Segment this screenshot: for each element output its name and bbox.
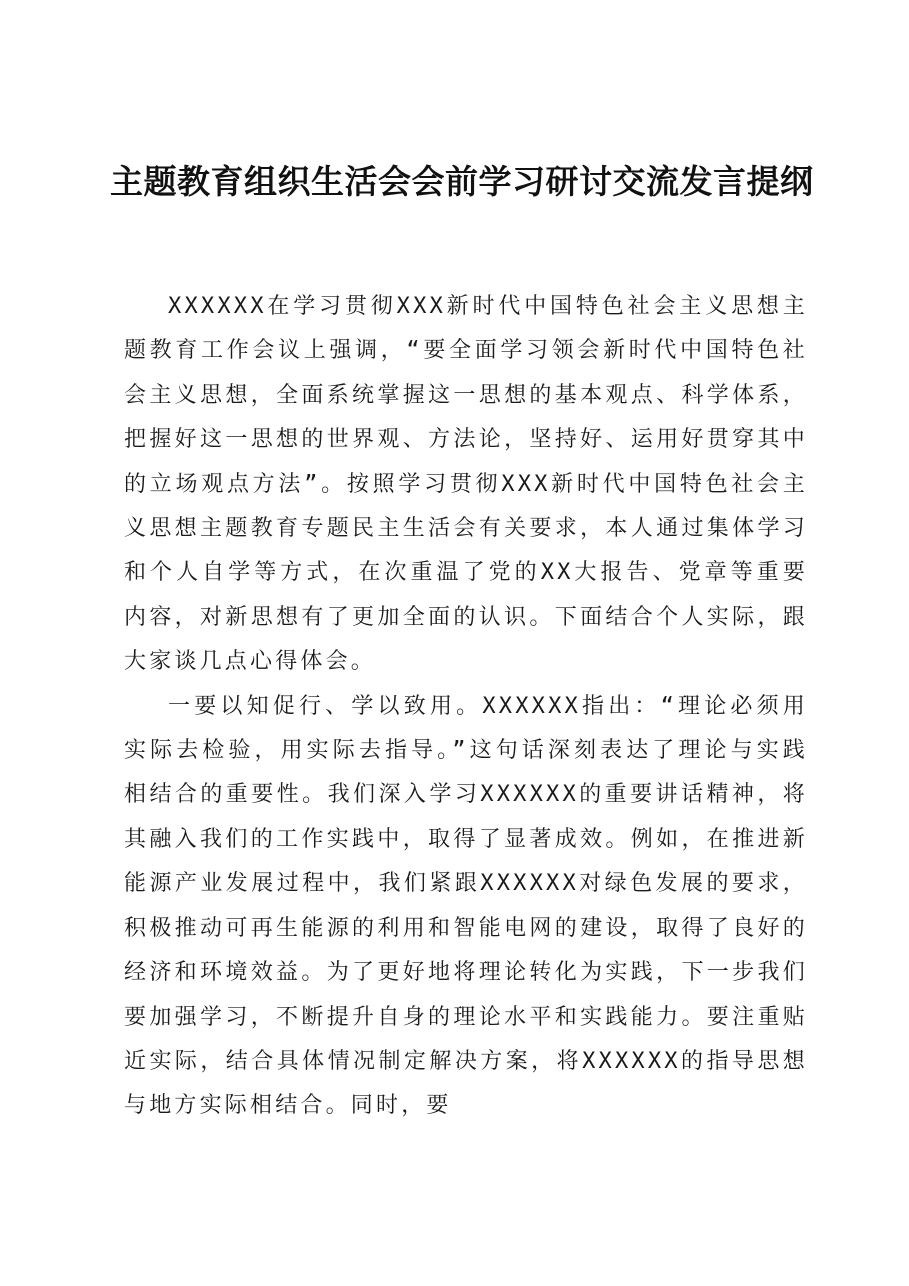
paragraph-point-one: 一要以知促行、学以致用。XXXXXX指出：“理论必须用实际去检验，用实际去指导。”这句话深刻表达了理论与实践相结合的重要性。我们深入学习XXXXXX的重要讲话精神，将其融入我们的工作实践中，取得了显著成效。例如，在推进新能源产业发展过程中，我们紧跟XXXXXX对绿色发展的要求，积极推动可再生能源的利用和智能电网的建设，取得了良好的经济和环境效益。为了更好地将理论转化为实践，下一步我们要加强学习，不断提升自身的理论水平和实践能力。要注重贴近实际，结合具体情况制定解决方案，将XXXXXX的指导思想与地方实际相结合。同时，要 bbox=[124, 693, 808, 1119]
document-title: 主题教育组织生活会会前学习研讨交流发言提纲 bbox=[110, 162, 814, 201]
document-body bbox=[124, 285, 808, 1129]
paragraph-intro: XXXXXX在学习贯彻XXX新时代中国特色社会主义思想主题教育工作会议上强调，“要全面学习领会新时代中国特色社会主义思想，全面系统掌握这一思想的基本观点、科学体系，把握好这一思想的世界观、方法论，坚持好、运用好贯穿其中的立场观点方法”。按照学习贯彻XXX新时代中国特色社会主义思想主题教育专题民主生活会有关要求，本人通过集体学习和个人自学等方式，在次重温了党的XX大报告、党章等重要内容，对新思想有了更加全面的认识。下面结合个人实际，跟大家谈几点心得体会。 bbox=[124, 294, 808, 675]
